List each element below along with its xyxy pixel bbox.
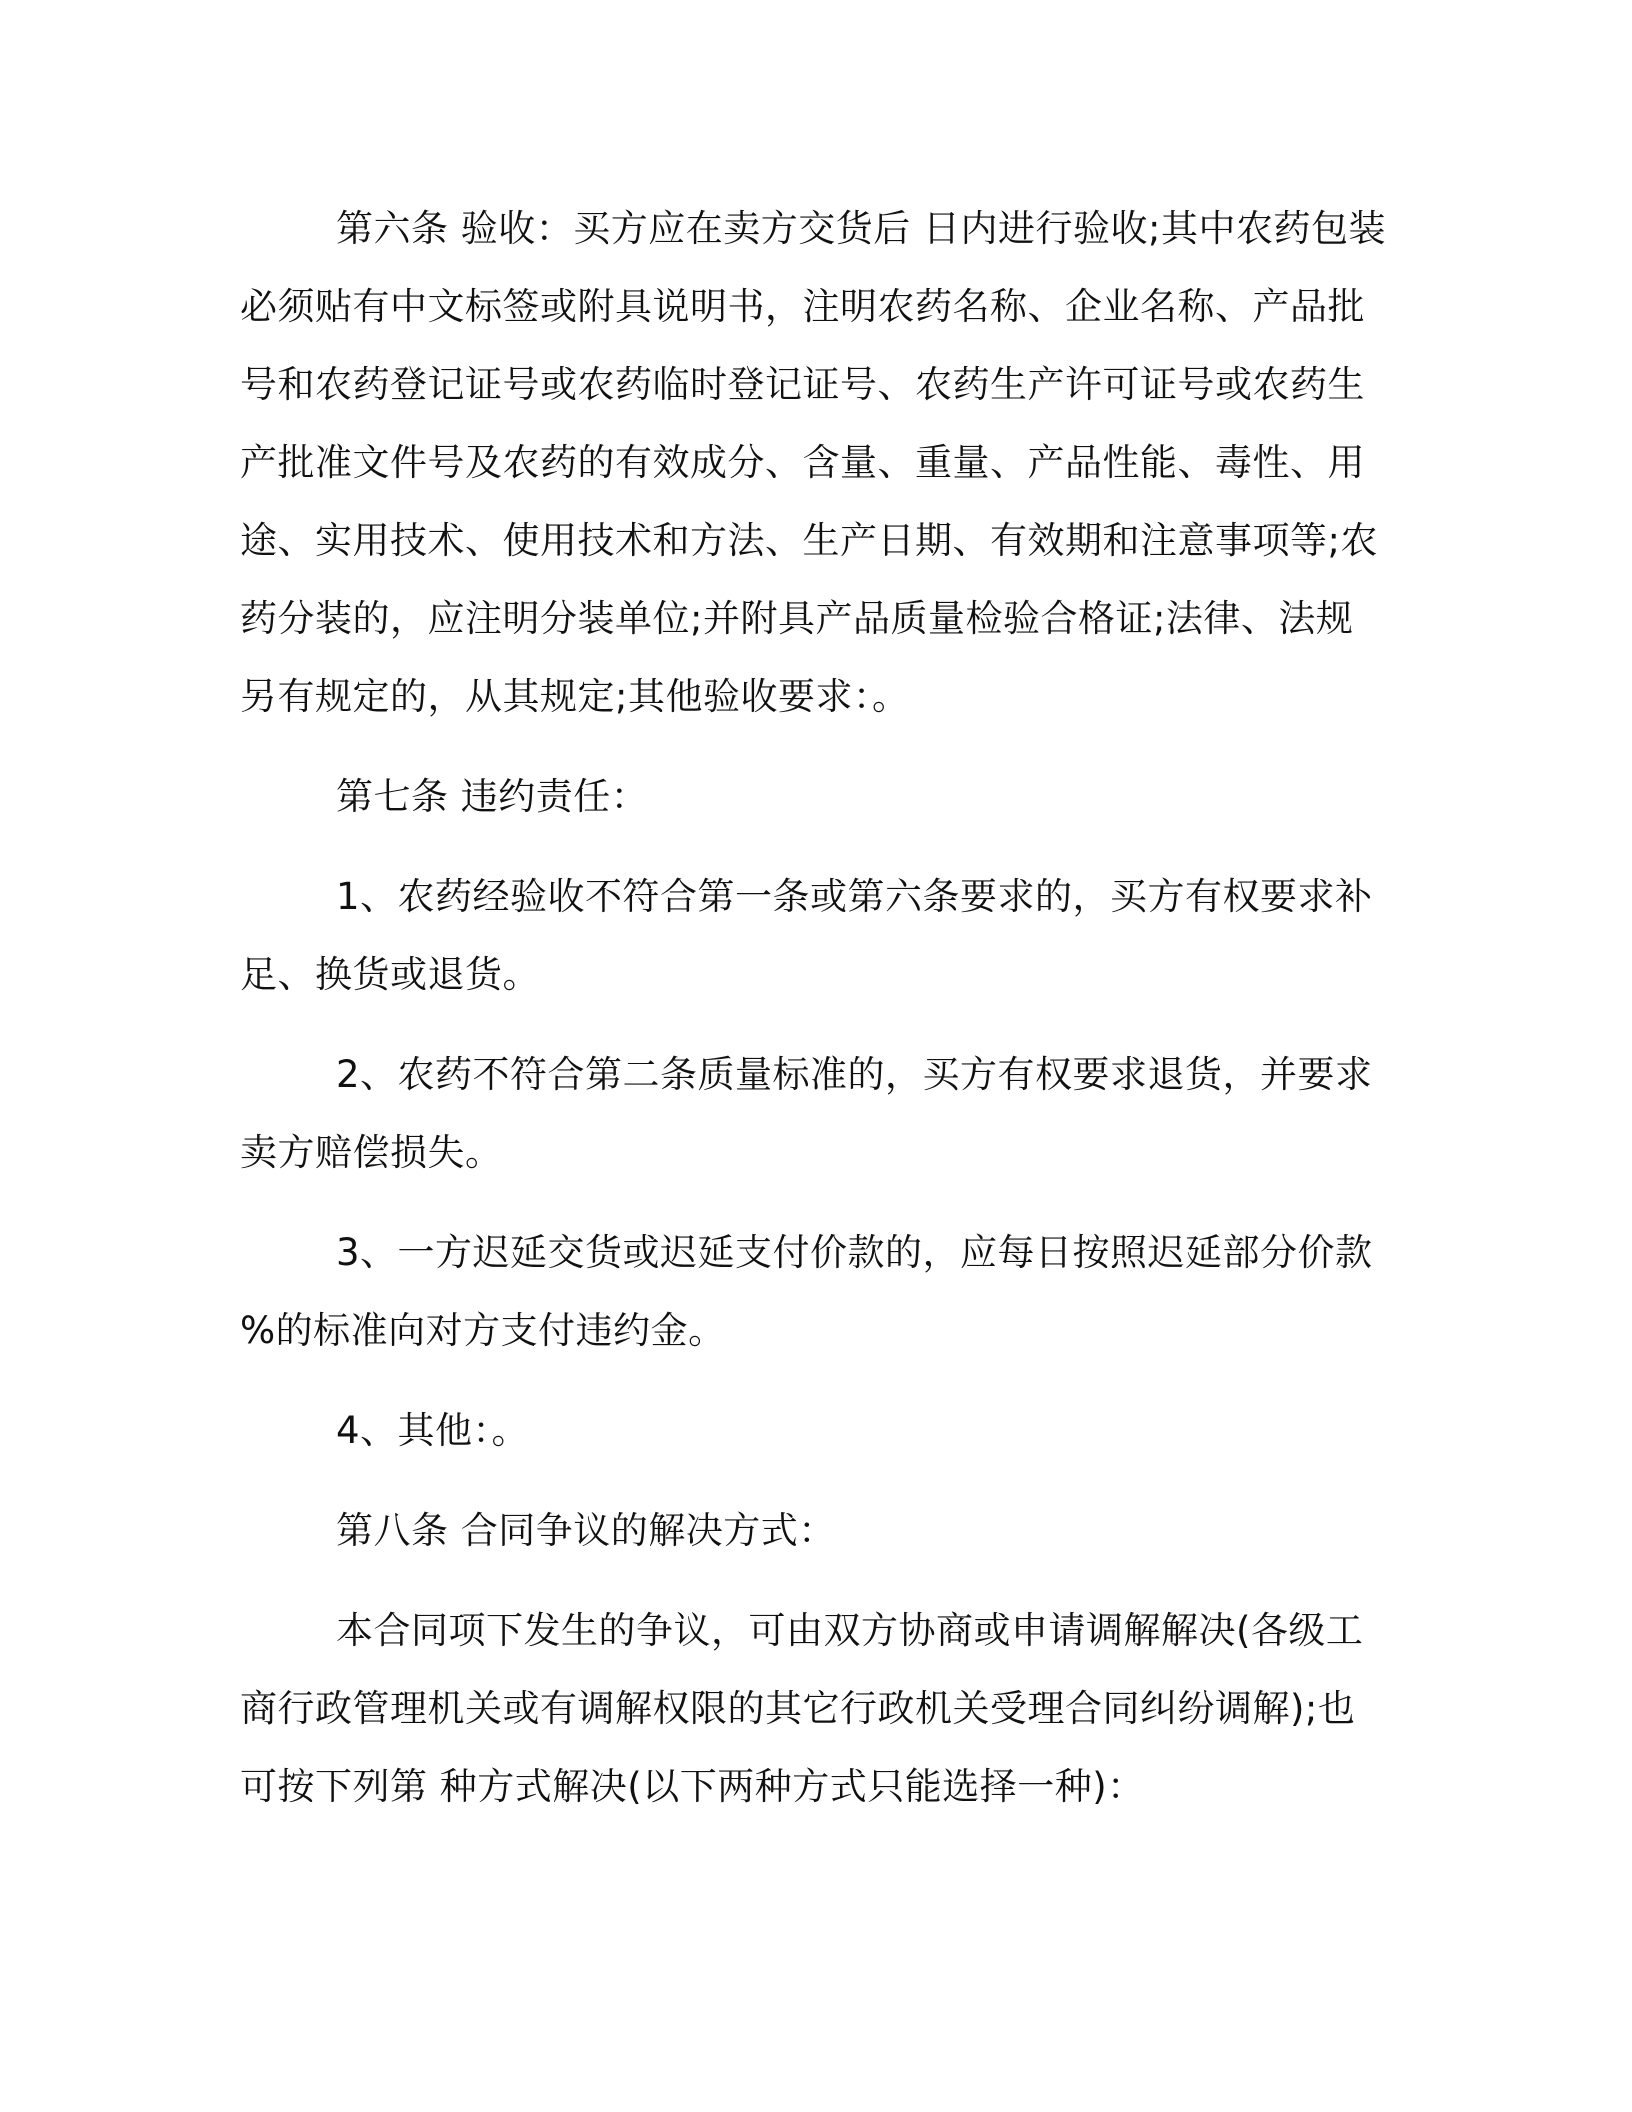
- article-7-heading: 第七条 违约责任：: [336, 775, 649, 818]
- article-7-item-1: 1、农药经验收不符合第一条或第六条要求的，买方有权要求补足、换货或退货。: [240, 875, 1373, 996]
- document-body: [240, 190, 1390, 1826]
- article-7-item-3: 3、一方迟延交货或迟延支付价款的，应每日按照迟延部分价款 %的标准向对方支付违约金。: [240, 1231, 1373, 1352]
- article-6-acceptance: 第六条 验收：买方应在卖方交货后 日内进行验收;其中农药包装必须贴有中文标签或附具说明书，注明农药名称、企业名称、产品批号和农药登记证号或农药临时登记证号、农药生产许可证号或农药生产批准文件号及农药的有效成分、含量、重量、产品性能、毒性、用途、实用技术、使用技术和方法、生产日期、有效期和注意事项等;农药分装的，应注明分装单位;并附具产品质量检验合格证;法律、法规另有规定的，从其规定;其他验收要求：。: [240, 207, 1386, 718]
- article-8-body: 本合同项下发生的争议，可由双方协商或申请调解解决(各级工商行政管理机关或有调解权限的其它行政机关受理合同纠纷调解);也可按下列第 种方式解决(以下两种方式只能选择一种)：: [240, 1609, 1364, 1808]
- article-8-heading: 第八条 合同争议的解决方式：: [336, 1509, 836, 1552]
- article-7-item-4: 4、其他：。: [336, 1409, 530, 1452]
- article-7-item-2: 2、农药不符合第二条质量标准的，买方有权要求退货，并要求卖方赔偿损失。: [240, 1053, 1373, 1174]
